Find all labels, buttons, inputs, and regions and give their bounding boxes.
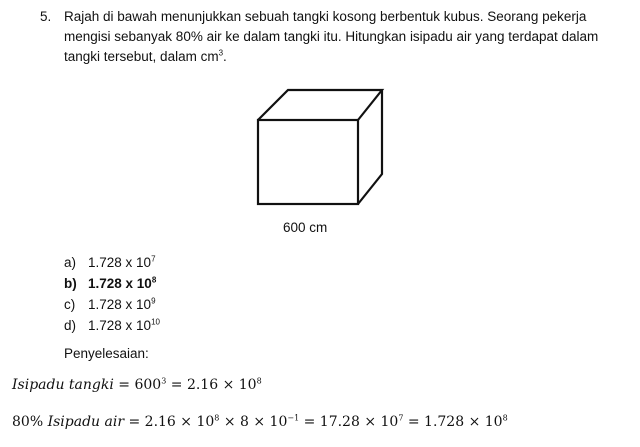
cube-top-face: [258, 90, 382, 120]
answer-options: [64, 252, 160, 336]
option-c: [64, 294, 160, 315]
option-b: [64, 273, 160, 294]
question-end: .: [223, 49, 227, 64]
option-value: 1.728 x $10^9$: [88, 296, 156, 312]
question-text: [64, 7, 624, 67]
cube-side-face: [358, 90, 382, 204]
equation-water-volume: 80% Isipadu air = $2.16 \times 10^8 \times 8 \times 10^{-1} = 17.28 \times 10^7 = 1.728 \times 10^8$: [12, 413, 508, 430]
option-label: a): [64, 255, 77, 270]
option-label: d): [64, 318, 77, 333]
option-value: 1.728 x $10^8$: [88, 275, 157, 291]
equation-tank-volume: Isipadu tangki = $600^3 = 2.16 \times 10^8$: [12, 376, 262, 393]
option-label: b): [64, 276, 77, 291]
option-a: [64, 252, 160, 273]
cube-tank-figure: [255, 86, 385, 206]
option-value: 1.728 x $10^7$: [88, 254, 156, 270]
solution-heading: Penyelesaian:: [64, 346, 149, 361]
unit-exponent: 3: [218, 48, 224, 58]
option-label: c): [64, 297, 76, 312]
cube-front-face: [258, 120, 358, 204]
option-value: 1.728 x $10^{10}$: [88, 317, 160, 333]
cube-dimension-label: 600 cm: [283, 220, 328, 235]
question-number: 5.: [40, 9, 52, 24]
option-d: [64, 315, 160, 336]
question-body: Rajah di bawah menunjukkan sebuah tangki kosong berbentuk kubus. Seorang pekerja mengisi sebanyak 80% air ke dalam tangki itu. Hitungkan isipadu air yang terdapat dalam tangki tersebut, dalam cm: [64, 9, 599, 64]
